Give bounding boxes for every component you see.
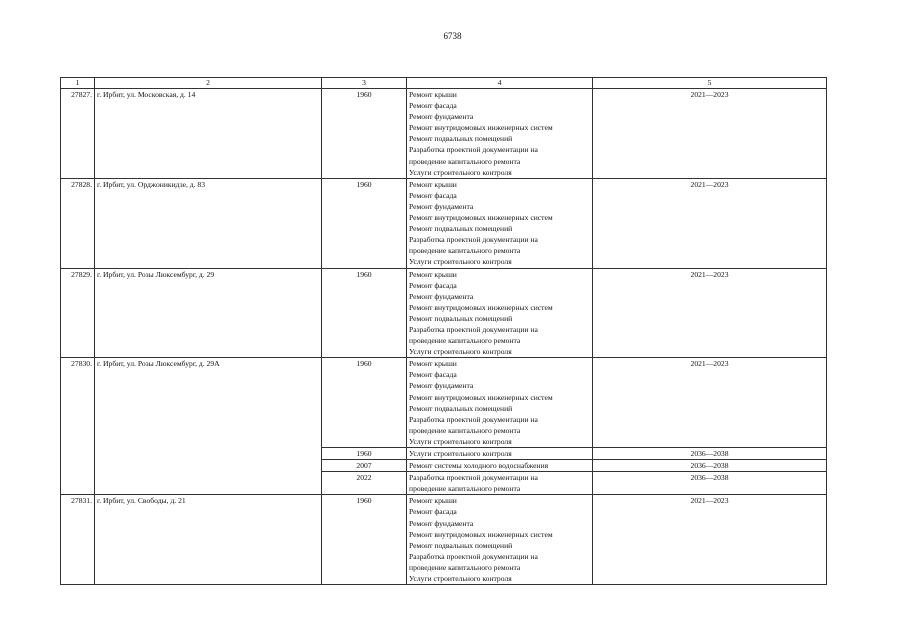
period-cell: 2021—2023	[593, 358, 827, 448]
year-cell: 2022	[322, 472, 407, 495]
work-item: Ремонт фундамента	[409, 291, 474, 301]
year-cell: 1960	[322, 358, 407, 448]
works-cell	[407, 89, 593, 179]
year-cell: 1960	[322, 448, 407, 460]
work-item: Разработка проектной документации на	[409, 145, 538, 155]
work-item: Ремонт фундамента	[409, 112, 474, 122]
works-cell	[407, 460, 593, 472]
work-item: Услуги строительного контроля	[409, 257, 512, 267]
work-item: Ремонт фасада	[409, 370, 457, 380]
work-item: Услуги строительного контроля	[409, 167, 512, 177]
work-item: Ремонт подвальных помещений	[409, 224, 513, 234]
works-cell	[407, 448, 593, 460]
record-number: 27831.	[61, 495, 95, 585]
table-row	[61, 89, 827, 179]
work-item: Ремонт фасада	[409, 280, 457, 290]
work-item: проведение капитального ремонта	[409, 562, 521, 572]
table-row	[61, 178, 827, 268]
work-item: Ремонт крыши	[409, 496, 457, 506]
period-cell: 2036—2038	[593, 472, 827, 495]
column-header: 4	[407, 78, 593, 89]
work-item: Ремонт фасада	[409, 190, 457, 200]
work-item: Ремонт внутридомовых инженерных систем	[409, 123, 553, 133]
work-item: Ремонт подвальных помещений	[409, 313, 513, 323]
work-item: Ремонт системы холодного водоснабжения	[409, 461, 549, 471]
work-item: проведение капитального ремонта	[409, 336, 521, 346]
column-header: 2	[95, 78, 322, 89]
column-header: 5	[593, 78, 827, 89]
work-item: Услуги строительного контроля	[409, 449, 512, 458]
work-item: проведение капитального ремонта	[409, 156, 521, 166]
record-number: 27828.	[61, 178, 95, 268]
work-item: Ремонт крыши	[409, 179, 457, 189]
year-cell: 1960	[322, 178, 407, 268]
record-number: 27829.	[61, 268, 95, 358]
record-number: 27830.	[61, 358, 95, 495]
table-row	[61, 268, 827, 358]
works-cell	[407, 178, 593, 268]
table-row	[61, 358, 827, 448]
work-item: Ремонт фундамента	[409, 518, 474, 528]
work-item: Услуги строительного контроля	[409, 347, 512, 357]
work-item: Разработка проектной документации на	[409, 473, 538, 483]
building-address: г. Ирбит, ул. Розы Люксембург, д. 29	[95, 268, 322, 358]
year-cell: 1960	[322, 89, 407, 179]
work-item: Ремонт фундамента	[409, 201, 474, 211]
building-address: г. Ирбит, ул. Орджоникидзе, д. 83	[95, 178, 322, 268]
work-item: Услуги строительного контроля	[409, 574, 512, 584]
building-address: г. Ирбит, ул. Свободы, д. 21	[95, 495, 322, 585]
work-item: проведение капитального ремонта	[409, 246, 521, 256]
work-item: Разработка проектной документации на	[409, 324, 538, 334]
works-cell	[407, 358, 593, 448]
table-row	[61, 495, 827, 585]
work-item: Ремонт фасада	[409, 507, 457, 517]
work-item: Ремонт внутридомовых инженерных систем	[409, 529, 553, 539]
work-item: Ремонт подвальных помещений	[409, 403, 513, 413]
work-item: проведение капитального ремонта	[409, 484, 521, 494]
building-address: г. Ирбит, ул. Московская, д. 14	[95, 89, 322, 179]
year-cell: 2007	[322, 460, 407, 472]
building-address: г. Ирбит, ул. Розы Люксембург, д. 29А	[95, 358, 322, 495]
work-item: Ремонт крыши	[409, 359, 457, 369]
works-cell	[407, 495, 593, 585]
period-cell: 2021—2023	[593, 89, 827, 179]
work-item: Ремонт внутридомовых инженерных систем	[409, 392, 553, 402]
year-cell: 1960	[322, 495, 407, 585]
record-number: 27827.	[61, 89, 95, 179]
works-cell	[407, 472, 593, 495]
period-cell: 2021—2023	[593, 495, 827, 585]
work-item: Ремонт фундамента	[409, 381, 474, 391]
work-item: проведение капитального ремонта	[409, 425, 521, 435]
work-item: Ремонт внутридомовых инженерных систем	[409, 302, 553, 312]
work-item: Услуги строительного контроля	[409, 436, 512, 446]
work-item: Разработка проектной документации на	[409, 235, 538, 245]
column-header: 3	[322, 78, 407, 89]
work-item: Ремонт подвальных помещений	[409, 134, 513, 144]
works-cell	[407, 268, 593, 358]
period-cell: 2021—2023	[593, 178, 827, 268]
work-item: Разработка проектной документации на	[409, 551, 538, 561]
year-cell: 1960	[322, 268, 407, 358]
page-number: 6738	[443, 31, 462, 41]
table-body	[61, 89, 827, 585]
work-item: Разработка проектной документации на	[409, 414, 538, 424]
work-item: Ремонт внутридомовых инженерных систем	[409, 213, 553, 223]
work-item: Ремонт подвальных помещений	[409, 540, 513, 550]
work-item: Ремонт крыши	[409, 269, 457, 279]
period-cell: 2021—2023	[593, 268, 827, 358]
header-row	[61, 78, 827, 89]
repair-schedule-table	[60, 77, 827, 585]
period-cell: 2036—2038	[593, 448, 827, 460]
column-header: 1	[61, 78, 95, 89]
period-cell: 2036—2038	[593, 460, 827, 472]
work-item: Ремонт крыши	[409, 90, 457, 99]
work-item: Ремонт фасада	[409, 101, 457, 111]
